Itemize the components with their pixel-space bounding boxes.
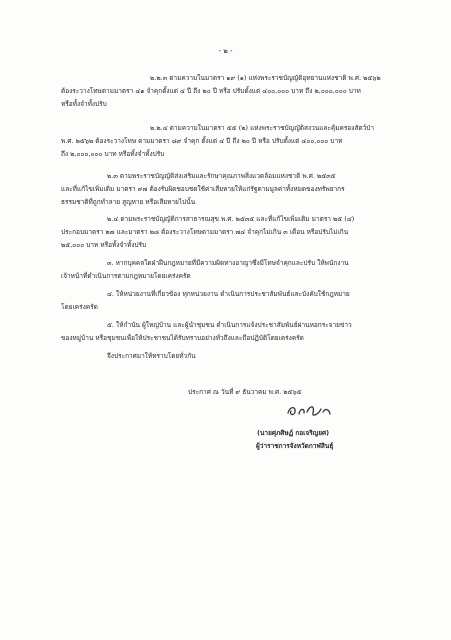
paragraph-line: ของหมู่บ้าน หรือชุมชนเพื่อให้ประชาชนได้รับทราบอย่างทั่วถึงและถือปฏิบัติโดยเคร่งครัด	[61, 334, 304, 342]
announcement-date: ประกาศ ณ วันที่ ๙ ธันวาคม พ.ศ. ๒๕๖๕	[188, 388, 302, 396]
paragraph-line: ต้องระวางโทษตามมาตรา ๔๑ จำคุกตั้งแต่ ๔ ปี ถึง ๒๐ ปี หรือ ปรับตั้งแต่ ๔๐๐,๐๐๐ บาท ถึง ๒,๐๐๐,๐๐๐ บาท	[61, 87, 361, 95]
paragraph-line: ๒.๒.๓ ตามความในมาตรา ๑๙ (๑) แห่งพระราชบัญญัติอุทยานแห่งชาติ พ.ศ. ๒๕๖๒	[150, 74, 381, 82]
paragraph-line: หรือทั้งจำทั้งปรับ	[61, 100, 107, 108]
paragraph-line: ๔. ให้หน่วยงานที่เกี่ยวข้อง ทุกหน่วยงาน ดำเนินการประชาสัมพันธ์และบังคับใช้กฎหมาย	[107, 290, 350, 298]
paragraph-line: และที่แก้ไขเพิ่มเติม มาตรา ๙๗ ต้องรับผิดชอบชดใช้ค่าเสียหายให้แก่รัฐตามมูลค่าทั้งหมดของทรัพยากร	[61, 185, 345, 193]
paragraph-line: ๒.๓ ตามพระราชบัญญัติส่งเสริมและรักษาคุณภาพสิ่งแวดล้อมแห่งชาติ พ.ศ. ๒๕๓๕	[107, 172, 336, 180]
paragraph-line: ธรรมชาติที่ถูกทำลาย สูญหาย หรือเสียหายไปนั้น	[61, 198, 196, 206]
paragraph-line: ๒.๒.๔ ตามความในมาตรา ๕๕ (๒) แห่งพระราชบัญญัติสงวนและคุ้มครองสัตว์ป่า	[150, 124, 375, 132]
paragraph-line: โดยเคร่งครัด	[61, 303, 98, 311]
paragraph-line: พ.ศ. ๒๕๖๒ ต้องระวางโทษ ตามมาตรา ๘๙ จำคุก ตั้งแต่ ๔ ปี ถึง ๒๐ ปี หรือ ปรับตั้งแต่ ๔๐๐,๐๐๐ บาท	[61, 137, 343, 145]
paragraph-line: ๓. หากบุคคลใดฝ่าฝืนกฎหมายที่มีความผิดทางอาญาซึ่งมีโทษจำคุกและปรับ ให้พนักงาน	[107, 259, 349, 267]
paragraph-line: จึงประกาศมาให้ทราบโดยทั่วกัน	[107, 352, 196, 360]
signer-title: ผู้ว่าราชการจังหวัดกาฬสินธุ์	[256, 442, 334, 450]
signer-name: (นายศุภศิษฏ์ กอเจริญยศ)	[257, 429, 330, 437]
paragraph-line: ประกอบมาตรา ๒๗ และมาตรา ๒๘ ต้องระวางโทษตามมาตรา ๗๔ จำคุกไม่เกิน ๓ เดือน หรือปรับไม่เกิน	[61, 228, 349, 236]
paragraph-line: ๒๕,๐๐๐ บาท หรือทั้งจำทั้งปรับ	[61, 241, 147, 249]
paragraph-line: ๕. ให้กำนัน ผู้ใหญ่บ้าน และผู้นำชุมชน ดำเนินการแจ้งประชาสัมพันธ์ผ่านหอกระจายข่าว	[107, 321, 352, 329]
signature-image	[285, 400, 333, 420]
paragraph-line: ๒.๔ ตามพระราชบัญญัติการสาธารณสุข พ.ศ. ๒๕๓๕ และที่แก้ไขเพิ่มเติม มาตรา ๒๕ (๔)	[107, 215, 355, 223]
paragraph-line: ถึง ๒,๐๐๐,๐๐๐ บาท หรือทั้งจำทั้งปรับ	[61, 150, 165, 158]
paragraph-line: เจ้าหน้าที่ดำเนินการตามกฎหมายโดยเคร่งครัด	[61, 272, 191, 280]
page-number: - ๒ -	[218, 47, 233, 55]
